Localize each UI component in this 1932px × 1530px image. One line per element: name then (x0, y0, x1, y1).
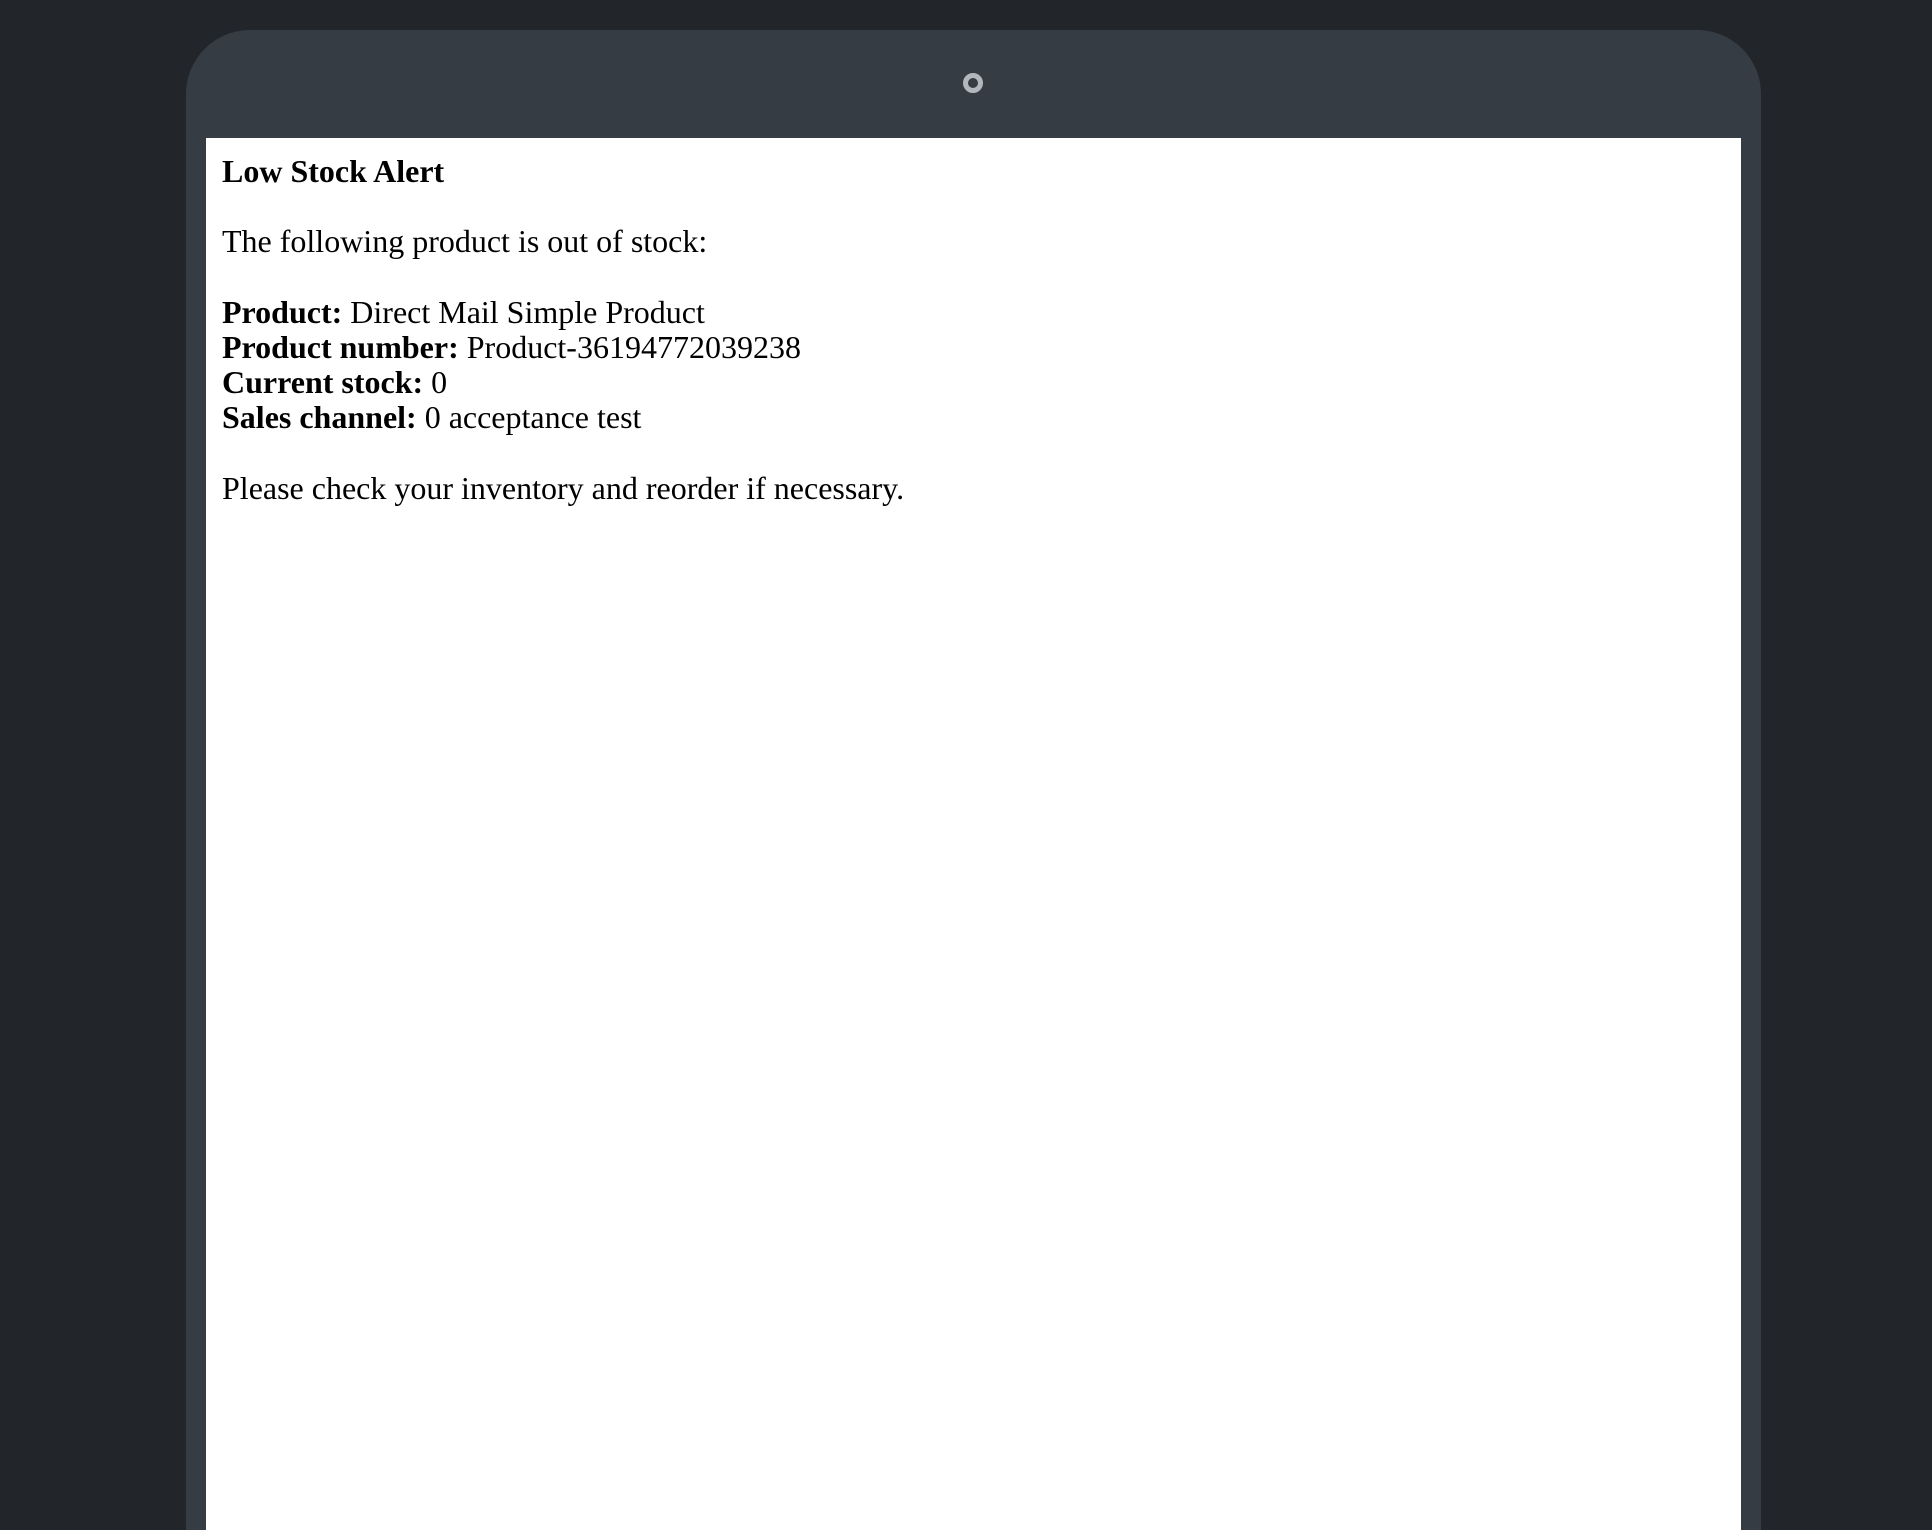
email-title (222, 154, 1725, 189)
field-label-product-number: Product number: (222, 328, 459, 365)
field-line-sales-channel (222, 399, 641, 435)
field-value-product: Direct Mail Simple Product (350, 293, 705, 330)
field-label-product: Product: (222, 293, 343, 330)
field-line-product (222, 294, 705, 330)
email-title-text: Low Stock Alert (222, 153, 445, 189)
email-intro: The following product is out of stock: (222, 223, 708, 260)
field-line-current-stock (222, 364, 447, 400)
field-label-sales-channel: Sales channel: (222, 399, 417, 436)
field-value-product-number: Product-36194772039238 (466, 328, 801, 365)
product-details (222, 295, 1725, 436)
field-line-product-number (222, 329, 801, 365)
email-footer: Please check your inventory and reorder if necessary. (222, 469, 905, 506)
field-value-current-stock: 0 (431, 364, 448, 401)
field-value-sales-channel: 0 acceptance test (424, 399, 642, 436)
email-body (206, 138, 1741, 557)
camera-icon (963, 73, 983, 93)
email-preview-screen (206, 138, 1741, 1530)
field-label-current-stock: Current stock: (222, 364, 424, 401)
device-frame (186, 30, 1761, 1530)
